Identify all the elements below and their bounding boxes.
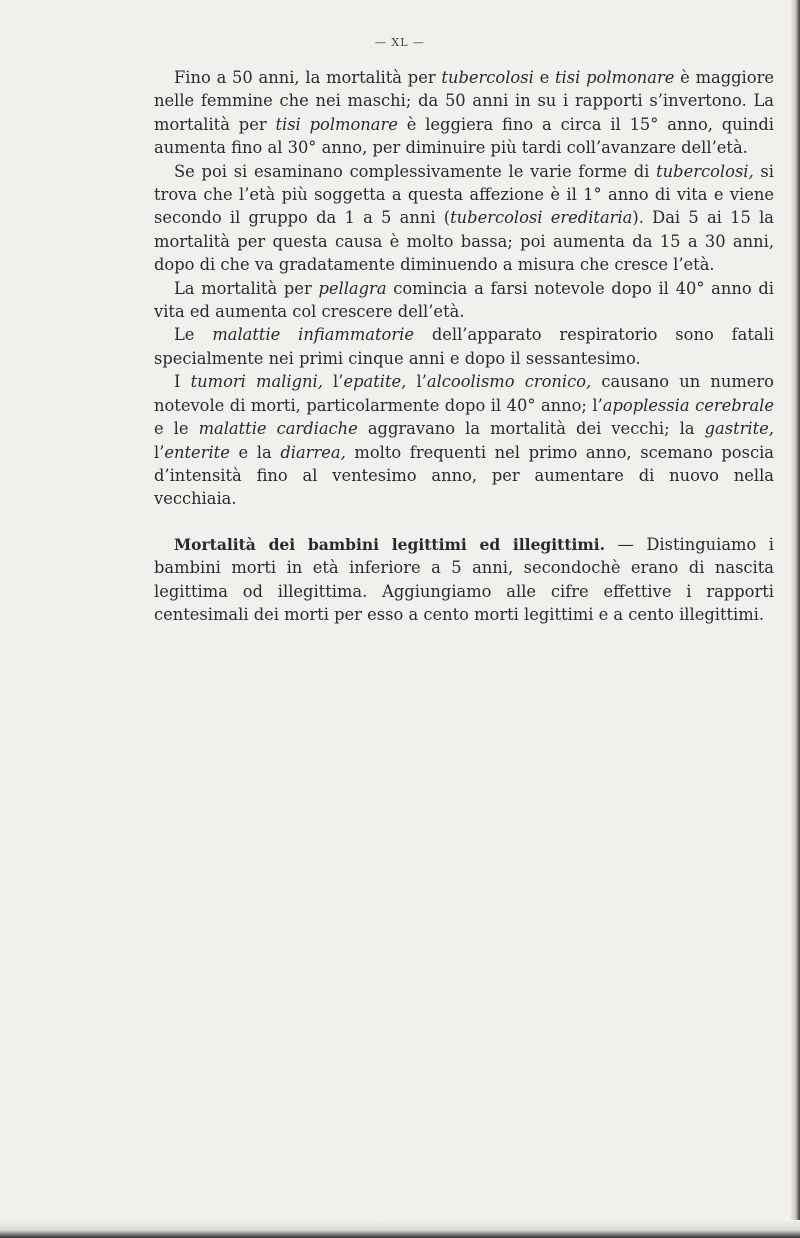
text-run: molto frequenti nel primo anno, scemano poscia d’intensità fino al ventesimo anno, per aumentare di nuovo nella vecchiaia. xyxy=(154,442,774,509)
paragraph xyxy=(154,323,774,370)
italic-term: tisi polmonare xyxy=(555,68,675,87)
page-edge-bottom xyxy=(0,1220,800,1238)
text-run: dell’apparato respiratorio sono fatali specialmente nei primi cinque anni e dopo il sessantesimo. xyxy=(154,325,774,368)
text-run: e xyxy=(533,68,555,87)
text-run: si trova che l’età più soggetta a questa affezione è il 1° anno di vita e viene secondo il gruppo da 1 a 5 anni ( xyxy=(154,161,774,228)
section-paragraph xyxy=(154,533,774,627)
text-run: l’ xyxy=(406,372,427,392)
text-run: ). Dai 5 ai 15 la mortalità per questa causa è molto bassa; poi aumenta da 15 a 30 anni, dopo di che va gradatamente diminuendo a misura che cresce l’età. xyxy=(154,208,774,275)
paragraph xyxy=(154,370,774,510)
section-text: — Distinguiamo i bambini morti in età inferiore a 5 anni, secondochè erano di nascita legittima od illegittima. Aggiungiamo alle cifre effettive i rapporti centesimali dei morti per esso a cento morti legittimi e a cento illegittimi. xyxy=(154,534,774,624)
italic-term: tubercolosi, xyxy=(656,161,754,181)
text-run: e la xyxy=(229,442,281,462)
italic-term: epatite, xyxy=(343,372,407,392)
text-run: aggravano la mortalità dei vecchi; la xyxy=(357,419,705,439)
italic-term: malattie cardiache xyxy=(198,419,358,439)
paragraph xyxy=(154,277,774,324)
italic-term: enterite xyxy=(164,442,230,462)
page-number: — XL — xyxy=(374,36,426,49)
text-run: e le xyxy=(154,419,199,439)
italic-term: gastrite, xyxy=(704,419,774,439)
text-run: è leggiera fino a circa il 15° anno, quindi aumenta fino al 30° anno, per diminuire più tardi coll’avanzare dell’età. xyxy=(154,114,774,158)
italic-term: tisi polmonare xyxy=(275,114,398,134)
text-run: Fino a 50 anni, la mortalità per xyxy=(174,68,442,87)
text-run: La mortalità per xyxy=(174,278,319,298)
italic-term: tubercolosi ereditaria xyxy=(450,208,633,228)
italic-term: tubercolosi xyxy=(441,68,534,87)
italic-term: diarrea, xyxy=(280,442,346,462)
italic-term: malattie infiammatorie xyxy=(212,325,414,345)
text-run: causano un numero notevole di morti, particolarmente dopo il 40° anno; l’ xyxy=(154,372,774,415)
paragraphs xyxy=(154,66,774,511)
text-run: Le xyxy=(174,325,213,345)
text-run: Se poi si esaminano complessivamente le varie forme di xyxy=(174,161,657,181)
text-run: comincia a farsi notevole dopo il 40° anno di vita ed aumenta col crescere dell’età. xyxy=(154,278,774,322)
body-text xyxy=(154,66,774,626)
italic-term: tumori maligni, xyxy=(190,372,323,392)
paragraph xyxy=(154,66,774,160)
paragraph xyxy=(154,160,774,277)
italic-term: apoplessia cerebrale xyxy=(602,395,775,415)
text-run: l’ xyxy=(154,442,165,462)
page-edge-right xyxy=(791,0,800,1238)
section-heading: Mortalità dei bambini legittimi ed illegittimi. xyxy=(174,534,606,554)
text-run: l’ xyxy=(322,372,344,392)
italic-term: alcoolismo cronico, xyxy=(426,372,592,392)
text-run: I xyxy=(174,372,191,392)
italic-term: pellagra xyxy=(318,278,387,298)
text-run: è maggiore nelle femmine che nei maschi; da 50 anni in su i rapporti s’invertono. La mortalità per xyxy=(154,68,774,134)
